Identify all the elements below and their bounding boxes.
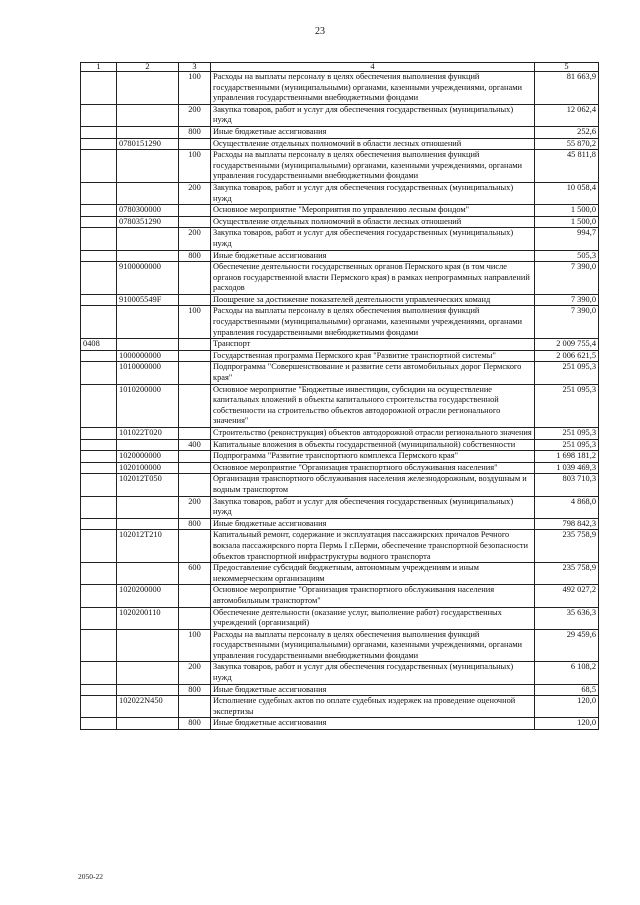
- amount-cell: 505,3: [535, 250, 599, 262]
- section-cell: [81, 439, 117, 451]
- target-code-cell: 1020200110: [117, 607, 179, 629]
- expense-type-cell: [179, 607, 211, 629]
- amount-cell: 2 006 621,5: [535, 350, 599, 362]
- target-code-cell: 101022Т020: [117, 428, 179, 440]
- item-name-cell: Подпрограмма "Совершенствование и развитие сети автомобильных дорог Пермского края": [211, 362, 535, 384]
- section-cell: [81, 306, 117, 339]
- target-code-cell: [117, 126, 179, 138]
- expense-type-cell: [179, 696, 211, 718]
- item-name-cell: Закупка товаров, работ и услуг для обеспечения государственных (муниципальных) нужд: [211, 182, 535, 204]
- target-code-cell: 1020000000: [117, 451, 179, 463]
- table-row: [81, 205, 599, 217]
- expense-type-cell: 100: [179, 629, 211, 662]
- expense-type-cell: [179, 451, 211, 463]
- target-code-cell: [117, 104, 179, 126]
- item-name-cell: Капитальный ремонт, содержание и эксплуатация пассажирских причалов Речного вокзала пассажирского порта Пермь I г.Перми, обеспечение транспортной безопасности объектов транспортной инфраструктуры водного транспорта: [211, 530, 535, 563]
- item-name-cell: Подпрограмма "Развитие транспортного комплекса Пермского края": [211, 451, 535, 463]
- table-row: [81, 384, 599, 427]
- amount-cell: 1 039 469,3: [535, 462, 599, 474]
- section-cell: [81, 72, 117, 105]
- expense-type-cell: [179, 138, 211, 150]
- expense-type-cell: [179, 216, 211, 228]
- amount-cell: 120,0: [535, 718, 599, 730]
- expense-type-cell: 600: [179, 563, 211, 585]
- section-cell: [81, 428, 117, 440]
- table-row: [81, 228, 599, 250]
- item-name-cell: Иные бюджетные ассигнования: [211, 684, 535, 696]
- item-name-cell: Иные бюджетные ассигнования: [211, 518, 535, 530]
- item-name-cell: Расходы на выплаты персоналу в целях обеспечения выполнения функций государственными (муниципальными) органами, казенными учреждениями, органами управления государственными внебюджетными фондами: [211, 72, 535, 105]
- table-row: [81, 439, 599, 451]
- target-code-cell: [117, 150, 179, 183]
- section-cell: [81, 150, 117, 183]
- table-row: [81, 182, 599, 204]
- table-row: [81, 126, 599, 138]
- column-header-3: 3: [179, 63, 211, 72]
- section-cell: [81, 138, 117, 150]
- table-header-row: [81, 63, 599, 72]
- target-code-cell: [117, 306, 179, 339]
- target-code-cell: 0780151290: [117, 138, 179, 150]
- expense-type-cell: 800: [179, 126, 211, 138]
- item-name-cell: Обеспечение деятельности государственных органов Пермского края (в том числе органов государственной власти Пермского края) в рамках непрограммных направлений расходов: [211, 262, 535, 295]
- amount-cell: 6 108,2: [535, 662, 599, 684]
- table-row: [81, 696, 599, 718]
- section-cell: [81, 563, 117, 585]
- item-name-cell: Основное мероприятие "Организация транспортного обслуживания населения": [211, 462, 535, 474]
- item-name-cell: Расходы на выплаты персоналу в целях обеспечения выполнения функций государственными (муниципальными) органами, казенными учреждениями, органами управления государственными внебюджетными фондами: [211, 629, 535, 662]
- amount-cell: 12 062,4: [535, 104, 599, 126]
- expense-type-cell: 400: [179, 439, 211, 451]
- table-row: [81, 216, 599, 228]
- target-code-cell: [117, 518, 179, 530]
- expense-type-cell: 200: [179, 228, 211, 250]
- section-cell: [81, 629, 117, 662]
- table-row: [81, 250, 599, 262]
- expense-type-cell: 100: [179, 306, 211, 339]
- expense-type-cell: [179, 462, 211, 474]
- column-header-1: 1: [81, 63, 117, 72]
- target-code-cell: 0780351290: [117, 216, 179, 228]
- amount-cell: 2 009 755,4: [535, 339, 599, 351]
- amount-cell: 10 058,4: [535, 182, 599, 204]
- target-code-cell: 102012Т210: [117, 530, 179, 563]
- target-code-cell: [117, 662, 179, 684]
- target-code-cell: 910005549F: [117, 294, 179, 306]
- table-row: [81, 684, 599, 696]
- expense-type-cell: 200: [179, 182, 211, 204]
- amount-cell: 1 500,0: [535, 216, 599, 228]
- expense-type-cell: [179, 262, 211, 295]
- amount-cell: 29 459,6: [535, 629, 599, 662]
- section-cell: [81, 294, 117, 306]
- item-name-cell: Основное мероприятие "Мероприятия по управлению лесным фондом": [211, 205, 535, 217]
- target-code-cell: 9100000000: [117, 262, 179, 295]
- item-name-cell: Расходы на выплаты персоналу в целях обеспечения выполнения функций государственными (муниципальными) органами, казенными учреждениями, органами управления государственными внебюджетными фондами: [211, 306, 535, 339]
- expense-type-cell: [179, 384, 211, 427]
- table-row: [81, 451, 599, 463]
- footer-code: 2050-22: [78, 872, 103, 881]
- amount-cell: 1 500,0: [535, 205, 599, 217]
- target-code-cell: [117, 228, 179, 250]
- item-name-cell: Иные бюджетные ассигнования: [211, 250, 535, 262]
- item-name-cell: Исполнение судебных актов по оплате судебных издержек на проведение оценочной экспертизы: [211, 696, 535, 718]
- target-code-cell: 1010200000: [117, 384, 179, 427]
- table-row: [81, 104, 599, 126]
- item-name-cell: Расходы на выплаты персоналу в целях обеспечения выполнения функций государственными (муниципальными) органами, казенными учреждениями, органами управления государственными внебюджетными фондами: [211, 150, 535, 183]
- table-row: [81, 339, 599, 351]
- table-row: [81, 662, 599, 684]
- section-cell: [81, 607, 117, 629]
- table-row: [81, 496, 599, 518]
- amount-cell: 803 710,3: [535, 474, 599, 496]
- column-header-5: 5: [535, 63, 599, 72]
- target-code-cell: [117, 684, 179, 696]
- budget-table: [80, 62, 599, 730]
- amount-cell: 251 095,3: [535, 362, 599, 384]
- target-code-cell: 102012Т050: [117, 474, 179, 496]
- expense-type-cell: [179, 350, 211, 362]
- table-row: [81, 474, 599, 496]
- expense-type-cell: [179, 530, 211, 563]
- amount-cell: 81 663,9: [535, 72, 599, 105]
- amount-cell: 35 636,3: [535, 607, 599, 629]
- expense-type-cell: 100: [179, 150, 211, 183]
- target-code-cell: 1010000000: [117, 362, 179, 384]
- target-code-cell: [117, 718, 179, 730]
- amount-cell: 68,5: [535, 684, 599, 696]
- expense-type-cell: 200: [179, 496, 211, 518]
- table-row: [81, 607, 599, 629]
- section-cell: [81, 462, 117, 474]
- section-cell: [81, 496, 117, 518]
- amount-cell: 45 811,8: [535, 150, 599, 183]
- amount-cell: 798 842,3: [535, 518, 599, 530]
- item-name-cell: Осуществление отдельных полномочий в области лесных отношений: [211, 216, 535, 228]
- table-row: [81, 138, 599, 150]
- section-cell: [81, 216, 117, 228]
- table-row: [81, 72, 599, 105]
- item-name-cell: Обеспечение деятельности (оказание услуг, выполнение работ) государственных учреждений (организаций): [211, 607, 535, 629]
- section-cell: [81, 530, 117, 563]
- amount-cell: 7 390,0: [535, 306, 599, 339]
- table-row: [81, 362, 599, 384]
- section-cell: [81, 362, 117, 384]
- item-name-cell: Основное мероприятие "Бюджетные инвестиции, субсидии на осуществление капитальных вложений в объекты капитального строительства государственной собственности на строительство объектов автодорожной отрасли регионального значения": [211, 384, 535, 427]
- section-cell: [81, 696, 117, 718]
- target-code-cell: 0780300000: [117, 205, 179, 217]
- target-code-cell: [117, 182, 179, 204]
- expense-type-cell: [179, 205, 211, 217]
- amount-cell: 1 698 181,2: [535, 451, 599, 463]
- table-row: [81, 150, 599, 183]
- expense-type-cell: 800: [179, 718, 211, 730]
- section-cell: [81, 182, 117, 204]
- item-name-cell: Закупка товаров, работ и услуг для обеспечения государственных (муниципальных) нужд: [211, 662, 535, 684]
- item-name-cell: Основное мероприятие "Организация транспортного обслуживания населения автомобильным транспортом": [211, 585, 535, 607]
- item-name-cell: Закупка товаров, работ и услуг для обеспечения государственных (муниципальных) нужд: [211, 496, 535, 518]
- section-cell: [81, 126, 117, 138]
- expense-type-cell: [179, 428, 211, 440]
- expense-type-cell: [179, 585, 211, 607]
- amount-cell: 251 095,3: [535, 384, 599, 427]
- section-cell: [81, 205, 117, 217]
- expense-type-cell: 800: [179, 250, 211, 262]
- section-cell: [81, 684, 117, 696]
- table-row: [81, 530, 599, 563]
- item-name-cell: Иные бюджетные ассигнования: [211, 126, 535, 138]
- target-code-cell: [117, 339, 179, 351]
- item-name-cell: Капитальные вложения в объекты государственной (муниципальной) собственности: [211, 439, 535, 451]
- amount-cell: 492 027,2: [535, 585, 599, 607]
- section-cell: 0408: [81, 339, 117, 351]
- table-row: [81, 294, 599, 306]
- section-cell: [81, 718, 117, 730]
- amount-cell: 7 390,0: [535, 262, 599, 295]
- expense-type-cell: [179, 294, 211, 306]
- amount-cell: 235 758,9: [535, 530, 599, 563]
- section-cell: [81, 474, 117, 496]
- target-code-cell: [117, 629, 179, 662]
- amount-cell: 7 390,0: [535, 294, 599, 306]
- item-name-cell: Организация транспортного обслуживания населения железнодорожным, воздушным и водным транспортом: [211, 474, 535, 496]
- section-cell: [81, 451, 117, 463]
- section-cell: [81, 662, 117, 684]
- table-row: [81, 350, 599, 362]
- expense-type-cell: 200: [179, 104, 211, 126]
- amount-cell: 235 758,9: [535, 563, 599, 585]
- expense-type-cell: 100: [179, 72, 211, 105]
- expense-type-cell: [179, 339, 211, 351]
- target-code-cell: [117, 72, 179, 105]
- item-name-cell: Закупка товаров, работ и услуг для обеспечения государственных (муниципальных) нужд: [211, 228, 535, 250]
- section-cell: [81, 384, 117, 427]
- item-name-cell: Закупка товаров, работ и услуг для обеспечения государственных (муниципальных) нужд: [211, 104, 535, 126]
- expense-type-cell: 800: [179, 684, 211, 696]
- section-cell: [81, 104, 117, 126]
- section-cell: [81, 228, 117, 250]
- table-body: [81, 72, 599, 730]
- table-row: [81, 629, 599, 662]
- item-name-cell: Осуществление отдельных полномочий в области лесных отношений: [211, 138, 535, 150]
- table-row: [81, 563, 599, 585]
- table-row: [81, 428, 599, 440]
- expense-type-cell: [179, 474, 211, 496]
- item-name-cell: Предоставление субсидий бюджетным, автономным учреждениям и иным некоммерческим организациям: [211, 563, 535, 585]
- column-header-4: 4: [211, 63, 535, 72]
- column-header-2: 2: [117, 63, 179, 72]
- expense-type-cell: [179, 362, 211, 384]
- amount-cell: 55 870,2: [535, 138, 599, 150]
- item-name-cell: Поощрение за достижение показателей деятельности управленческих команд: [211, 294, 535, 306]
- page-number: 23: [315, 26, 325, 37]
- item-name-cell: Строительство (реконструкция) объектов автодорожной отрасли регионального значения: [211, 428, 535, 440]
- table-row: [81, 462, 599, 474]
- target-code-cell: 1000000000: [117, 350, 179, 362]
- amount-cell: 251 095,3: [535, 428, 599, 440]
- amount-cell: 251 095,3: [535, 439, 599, 451]
- amount-cell: 4 868,0: [535, 496, 599, 518]
- expense-type-cell: 200: [179, 662, 211, 684]
- section-cell: [81, 250, 117, 262]
- target-code-cell: 1020200000: [117, 585, 179, 607]
- item-name-cell: Транспорт: [211, 339, 535, 351]
- target-code-cell: [117, 563, 179, 585]
- amount-cell: 120,0: [535, 696, 599, 718]
- table-row: [81, 306, 599, 339]
- amount-cell: 252,6: [535, 126, 599, 138]
- amount-cell: 994,7: [535, 228, 599, 250]
- target-code-cell: [117, 439, 179, 451]
- target-code-cell: 1020100000: [117, 462, 179, 474]
- item-name-cell: Государственная программа Пермского края "Развитие транспортной системы": [211, 350, 535, 362]
- expense-type-cell: 800: [179, 518, 211, 530]
- table-row: [81, 518, 599, 530]
- section-cell: [81, 262, 117, 295]
- section-cell: [81, 518, 117, 530]
- table-row: [81, 262, 599, 295]
- target-code-cell: 102022N450: [117, 696, 179, 718]
- item-name-cell: Иные бюджетные ассигнования: [211, 718, 535, 730]
- section-cell: [81, 350, 117, 362]
- table-row: [81, 585, 599, 607]
- target-code-cell: [117, 496, 179, 518]
- target-code-cell: [117, 250, 179, 262]
- table-row: [81, 718, 599, 730]
- section-cell: [81, 585, 117, 607]
